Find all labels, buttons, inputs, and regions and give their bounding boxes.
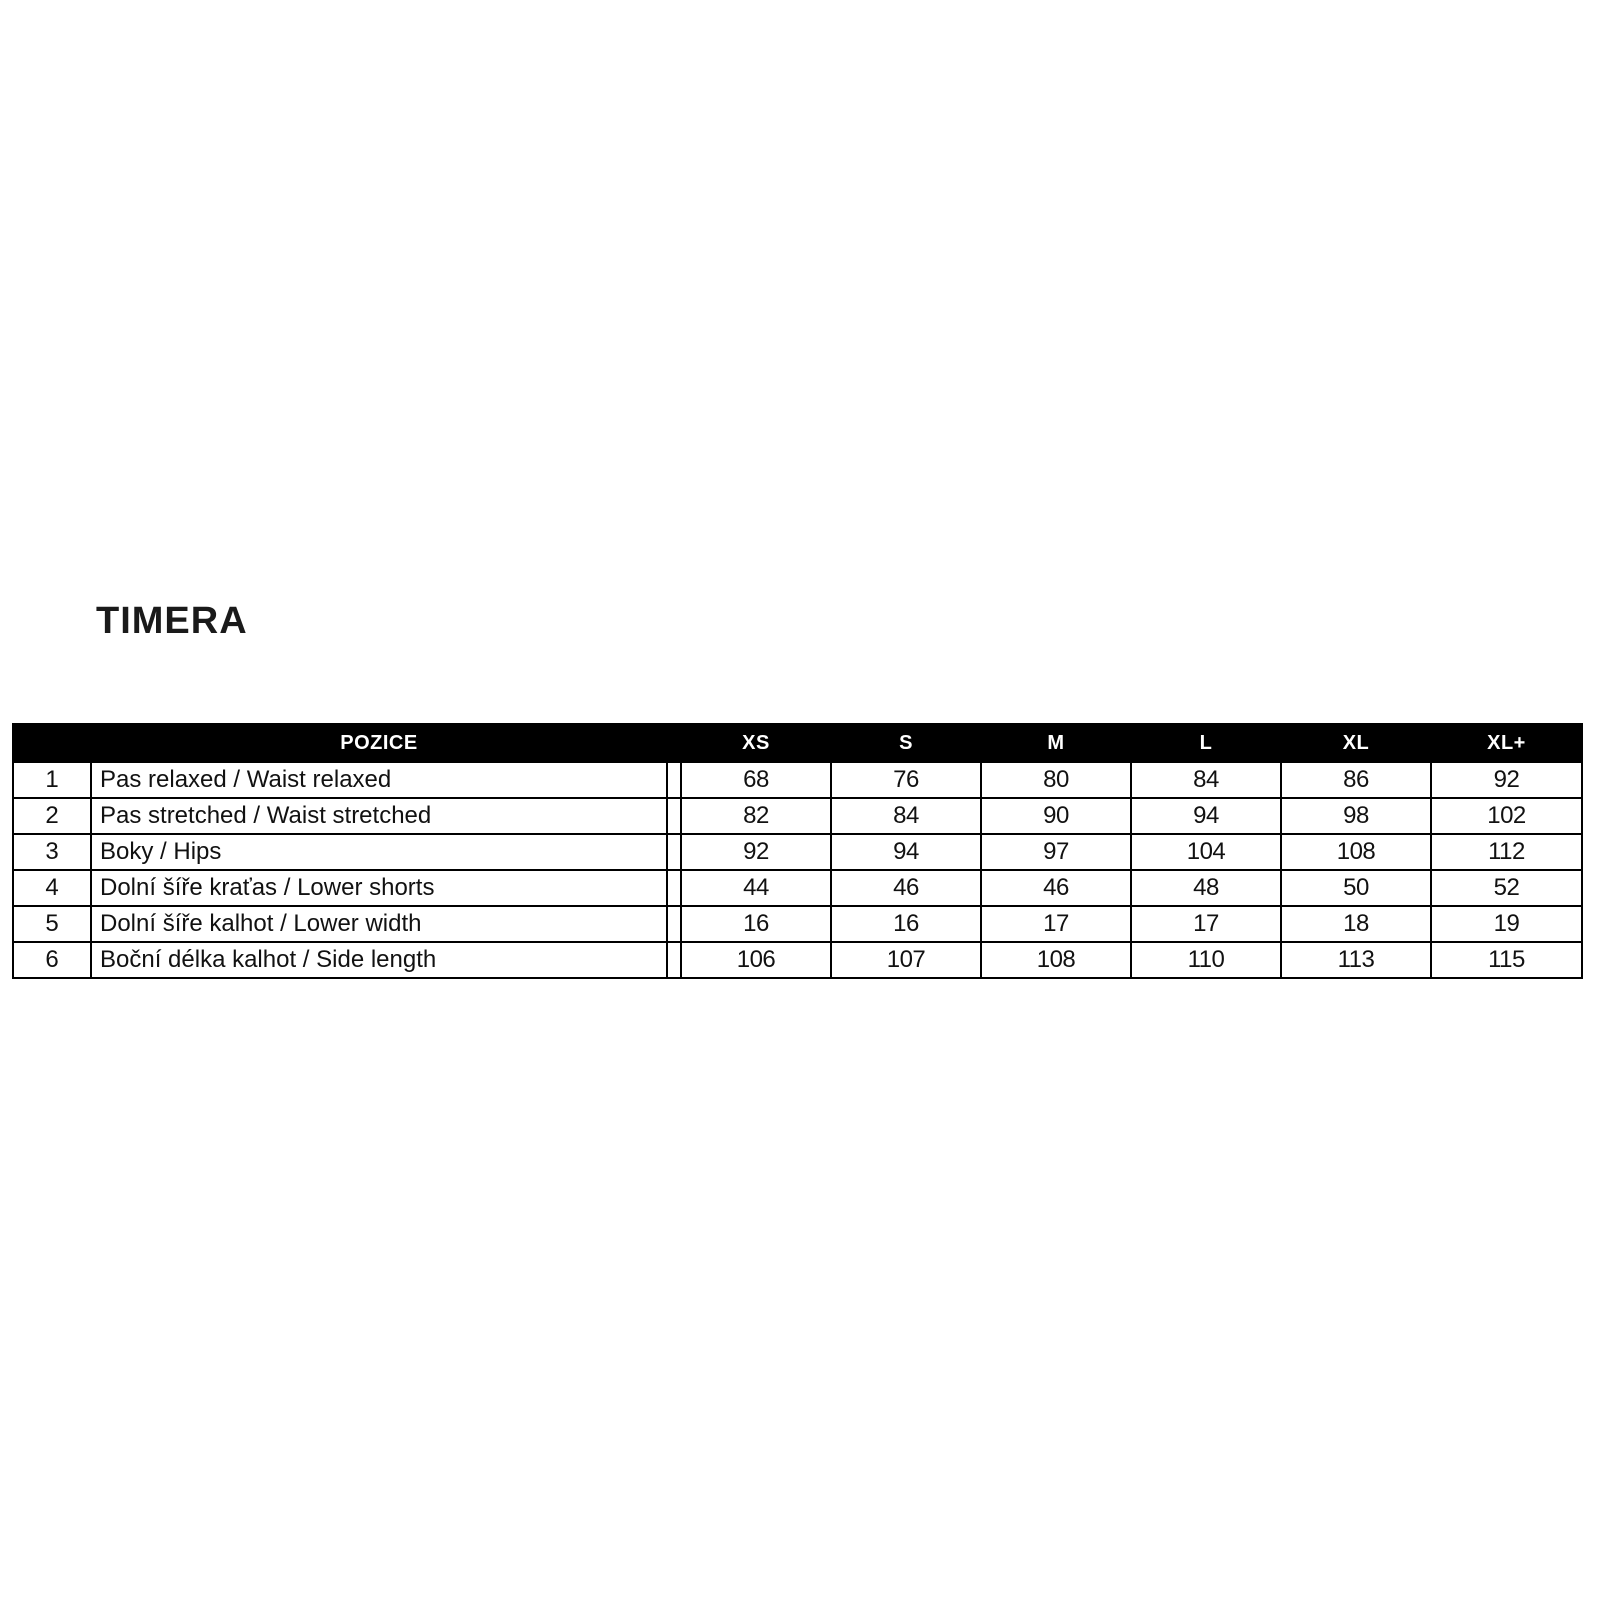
row-value: 113 bbox=[1281, 942, 1431, 978]
header-size-xlplus: XL+ bbox=[1431, 724, 1582, 762]
row-value: 52 bbox=[1431, 870, 1582, 906]
row-gap-spacer bbox=[667, 942, 681, 978]
row-value: 107 bbox=[831, 942, 981, 978]
table-row bbox=[13, 870, 1582, 906]
row-value: 19 bbox=[1431, 906, 1582, 942]
row-value: 46 bbox=[831, 870, 981, 906]
row-value: 17 bbox=[1131, 906, 1281, 942]
row-value: 80 bbox=[981, 762, 1131, 798]
table-row bbox=[13, 798, 1582, 834]
page-title: TIMERA bbox=[96, 600, 248, 642]
size-chart-table bbox=[12, 723, 1583, 979]
row-value: 82 bbox=[681, 798, 831, 834]
header-size-l: L bbox=[1131, 724, 1281, 762]
row-value: 84 bbox=[1131, 762, 1281, 798]
row-value: 92 bbox=[1431, 762, 1582, 798]
table-header bbox=[13, 724, 1582, 762]
table-row bbox=[13, 834, 1582, 870]
row-value: 108 bbox=[981, 942, 1131, 978]
row-value: 46 bbox=[981, 870, 1131, 906]
row-gap-spacer bbox=[667, 834, 681, 870]
header-size-xs: XS bbox=[681, 724, 831, 762]
row-value: 84 bbox=[831, 798, 981, 834]
row-value: 90 bbox=[981, 798, 1131, 834]
header-gap-spacer bbox=[667, 724, 681, 762]
table-row bbox=[13, 906, 1582, 942]
row-value: 50 bbox=[1281, 870, 1431, 906]
row-label: Pas relaxed / Waist relaxed bbox=[91, 762, 667, 798]
row-value: 18 bbox=[1281, 906, 1431, 942]
row-value: 94 bbox=[1131, 798, 1281, 834]
row-gap-spacer bbox=[667, 906, 681, 942]
row-number: 3 bbox=[13, 834, 91, 870]
row-value: 44 bbox=[681, 870, 831, 906]
header-size-xl: XL bbox=[1281, 724, 1431, 762]
row-value: 48 bbox=[1131, 870, 1281, 906]
row-value: 92 bbox=[681, 834, 831, 870]
row-value: 98 bbox=[1281, 798, 1431, 834]
row-number: 1 bbox=[13, 762, 91, 798]
row-label: Pas stretched / Waist stretched bbox=[91, 798, 667, 834]
row-number: 4 bbox=[13, 870, 91, 906]
table-row bbox=[13, 762, 1582, 798]
header-size-s: S bbox=[831, 724, 981, 762]
table-header-row bbox=[13, 724, 1582, 762]
row-gap-spacer bbox=[667, 798, 681, 834]
header-pozice-label: POZICE bbox=[91, 724, 667, 762]
table-body bbox=[13, 762, 1582, 978]
table-row bbox=[13, 942, 1582, 978]
row-value: 108 bbox=[1281, 834, 1431, 870]
row-value: 106 bbox=[681, 942, 831, 978]
row-gap-spacer bbox=[667, 870, 681, 906]
row-value: 115 bbox=[1431, 942, 1582, 978]
row-value: 16 bbox=[831, 906, 981, 942]
row-label: Boky / Hips bbox=[91, 834, 667, 870]
row-value: 102 bbox=[1431, 798, 1582, 834]
row-value: 68 bbox=[681, 762, 831, 798]
row-value: 17 bbox=[981, 906, 1131, 942]
row-value: 16 bbox=[681, 906, 831, 942]
row-number: 6 bbox=[13, 942, 91, 978]
row-label: Boční délka kalhot / Side length bbox=[91, 942, 667, 978]
row-gap-spacer bbox=[667, 762, 681, 798]
header-size-m: M bbox=[981, 724, 1131, 762]
row-label: Dolní šíře kalhot / Lower width bbox=[91, 906, 667, 942]
header-number-spacer bbox=[13, 724, 91, 762]
row-value: 76 bbox=[831, 762, 981, 798]
row-label: Dolní šíře kraťas / Lower shorts bbox=[91, 870, 667, 906]
row-number: 2 bbox=[13, 798, 91, 834]
row-number: 5 bbox=[13, 906, 91, 942]
row-value: 110 bbox=[1131, 942, 1281, 978]
row-value: 104 bbox=[1131, 834, 1281, 870]
row-value: 86 bbox=[1281, 762, 1431, 798]
row-value: 97 bbox=[981, 834, 1131, 870]
row-value: 112 bbox=[1431, 834, 1582, 870]
row-value: 94 bbox=[831, 834, 981, 870]
